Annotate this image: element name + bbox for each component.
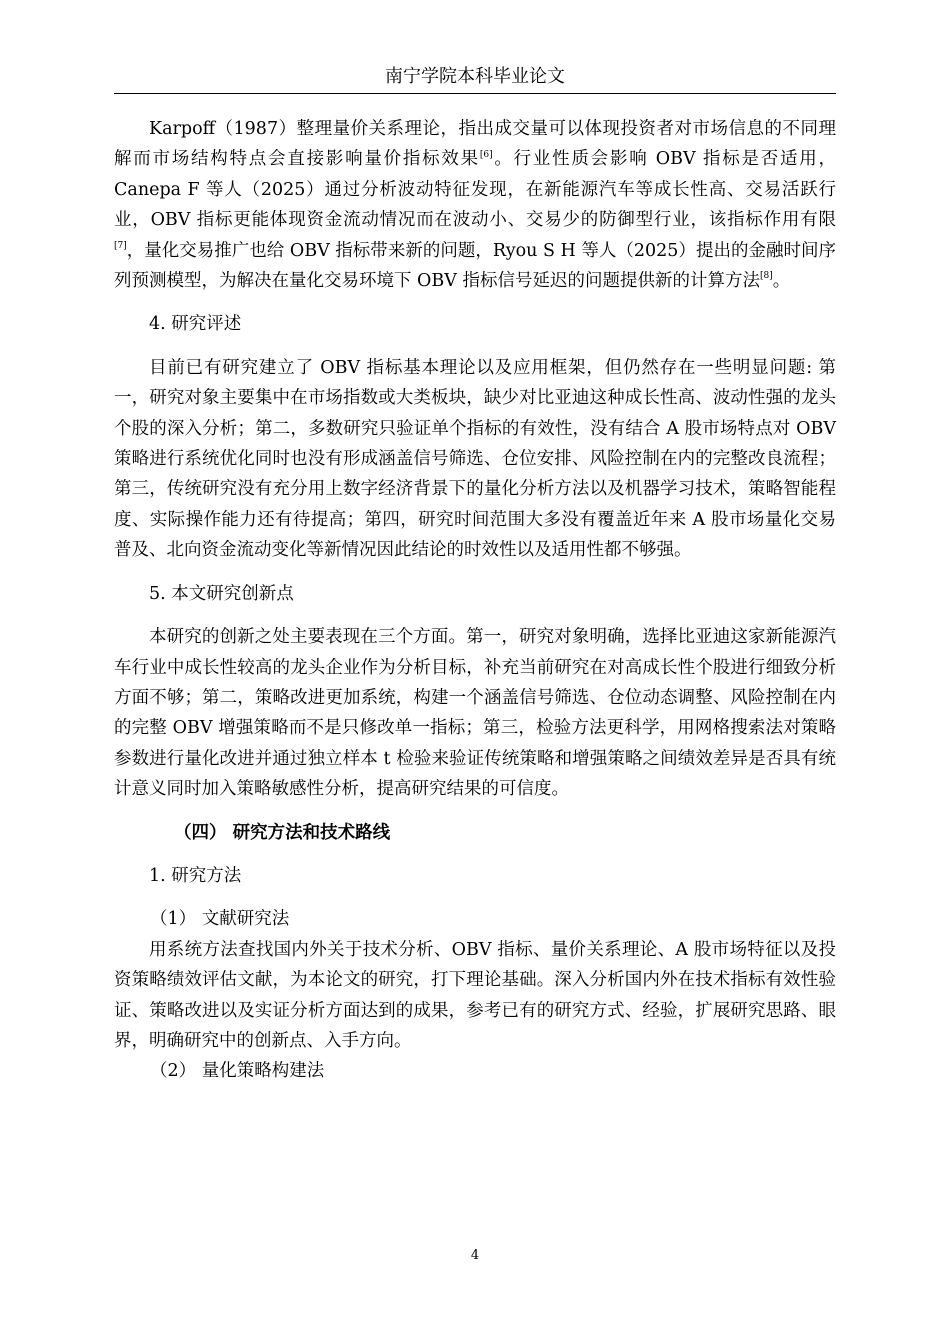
paragraph-karpoff	[114, 114, 836, 296]
header-title: 南宁学院本科毕业论文	[385, 66, 565, 87]
citation-ref: [6]	[479, 149, 493, 160]
running-header	[114, 64, 836, 94]
heading-innovation: 5. 本文研究创新点	[149, 583, 294, 604]
paragraph-text: ，量化交易推广也给 OBV 指标带来新的问题，Ryou S H 等人（2025）提出的金融时间序列预测模型，为解决在量化交易环境下 OBV 指标信号延迟的问题提供新的计算方法	[114, 240, 836, 292]
subheading-literature-method: （1） 文献研究法	[150, 909, 290, 930]
section-heading-methods: （四） 研究方法和技术路线	[174, 822, 391, 843]
citation-ref: [8]	[759, 271, 773, 282]
paragraph-text: 。	[772, 271, 791, 292]
paragraph-text: 。行业性质会影响 OBV 指标是否适用，Canepa F 等人（2025）通过分析波动特征发现，在新能源汽车等成长性高、交易活跃行业，OBV 指标更能体现资金流动情况而在波动小、交易少的防御型行业，该指标作用有限	[114, 149, 836, 231]
paragraph-literature-method: 用系统方法查找国内外关于技术分析、OBV 指标、量价关系理论、A 股市场特征以及投资策略绩效评估文献，为本论文的研究，打下理论基础。深入分析国内外在技术指标有效性验证、策略改进以及实证分析方面达到的成果，参考已有的研究方式、经验，扩展研究思路、眼界，明确研究中的创新点、入手方向。	[114, 939, 836, 1051]
page-number: 4	[470, 1248, 480, 1263]
paragraph-research-review: 目前已有研究建立了 OBV 指标基本理论以及应用框架，但仍然存在一些明显问题: 第一，研究对象主要集中在市场指数或大类板块，缺少对比亚迪这种成长性高、波动性强的龙头个股的深入分析；第二，多数研究只验证单个指标的有效性，没有结合 A 股市场特点对 OBV 策略进行系统优化同时也没有形成涵盖信号筛选、仓位安排、风险控制在内的完整改良流程；第三，传统研究没有充分用上数字经济背景下的量化分析方法以及机器学习技术，策略智能程度、实际操作能力还有待提高；第四，研究时间范围大多没有覆盖近年来 A 股市场量化交易普及、北向资金流动变化等新情况因此结论的时效性以及适用性都不够强。	[114, 357, 836, 561]
page-content	[114, 114, 836, 1087]
heading-research-method: 1. 研究方法	[149, 865, 242, 886]
paragraph-innovation: 本研究的创新之处主要表现在三个方面。第一，研究对象明确，选择比亚迪这家新能源汽车行业中成长性较高的龙头企业作为分析目标，补充当前研究在对高成长性个股进行细致分析方面不够；第二，策略改进更加系统，构建一个涵盖信号筛选、仓位动态调整、风险控制在内的完整 OBV 增强策略而不是只修改单一指标；第三，检验方法更科学，用网格搜索法对策略参数进行量化改进并通过独立样本 t 检验来验证传统策略和增强策略之间绩效差异是否具有统计意义同时加入策略敏感性分析，提高研究结果的可信度。	[114, 627, 836, 800]
citation-ref: [7]	[114, 240, 127, 251]
heading-research-review: 4. 研究评述	[149, 314, 242, 335]
subheading-quant-strategy: （2） 量化策略构建法	[150, 1061, 325, 1082]
paragraph-text: Karpoff（1987）整理量价关系理论，指出成交量可以体现投资者对市场信息的不同理解而市场结构特点会直接影响量价指标效果	[114, 119, 836, 170]
